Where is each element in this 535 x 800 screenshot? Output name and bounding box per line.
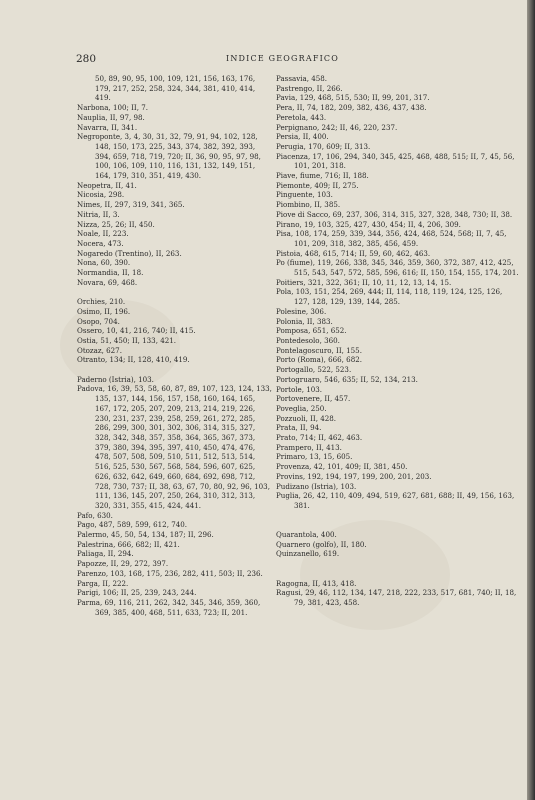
index-entry: Parigi, 106; II, 25, 239, 243, 244. xyxy=(77,588,197,598)
index-entry: Quinzanello, 619. xyxy=(276,549,340,559)
index-entry: Pinguente, 103. xyxy=(276,190,333,200)
index-entry: Nizza, 25, 26; II, 450. xyxy=(77,219,155,229)
index-entry: Piacenza, 17, 106, 294, 340, 345, 425, 468, 488, 515; II, 7, 45, 56, 101, 201, 318. xyxy=(276,151,515,171)
index-entry: Pontedesolo, 360. xyxy=(276,335,340,345)
index-entry: Nogaredo (Trentino), II, 263. xyxy=(77,248,182,258)
index-entry: Parma, 69, 116, 211, 262, 342, 345, 346, 359, 360, 369, 385, 400, 468, 511, 633, 723; II, 201. xyxy=(77,597,261,617)
index-entry: Piombino, II, 385. xyxy=(276,200,341,210)
index-entry: Po (fiume), 119, 266, 338, 345, 346, 359, 360, 372, 387, 412, 425, 515, 543, 547, 572, 585, 596, 616; II, 150, 154, 155, 174, 201. xyxy=(276,258,519,278)
index-entry: Prampero, II, 413. xyxy=(276,442,342,452)
index-entry: Ostia, 51, 450; II, 133, 421. xyxy=(77,335,176,345)
index-entry: Poitiers, 321, 322, 361; II, 10, 11, 12, 13, 14, 15. xyxy=(276,277,452,287)
index-entry: Negroponte, 3, 4, 30, 31, 32, 79, 91, 94, 102, 128, 148, 150, 173, 225, 343, 374, 382, 392, 393, 394, 659, 718, 719, 720; II, 36, 90, 95, 97, 98, 100, 106, 109, 110, 116, 131, 132, 149, 151, 164, 179, 310, 351, 419, 430. xyxy=(77,132,261,181)
index-entry: Pola, 103, 151, 254, 269, 444; II, 114, 118, 119, 124, 125, 126, 127, 128, 129, 139, 144, 285. xyxy=(276,287,503,307)
index-entry: Nimes, II, 297, 319, 341, 365. xyxy=(77,200,185,210)
index-entry: Ragogna, II, 413, 418. xyxy=(276,578,357,588)
page-number: 280 xyxy=(76,53,97,65)
running-title: INDICE GEOGRAFICO xyxy=(226,54,340,63)
index-entry: Primaro, 13, 15, 605. xyxy=(276,452,353,462)
index-entry: Pirano, 19, 103, 325, 427, 430, 454; II, 4, 206, 309. xyxy=(276,219,461,229)
section-gap xyxy=(276,511,520,521)
index-entry: Pozzuoli, II, 428. xyxy=(276,413,337,423)
index-entry: Nitria, II, 3. xyxy=(77,209,120,219)
index-entry: Perpignano, 242; II, 46, 220, 237. xyxy=(276,122,398,132)
index-entry: Portogallo, 522, 523. xyxy=(276,365,352,375)
index-entry: Peretola, 443. xyxy=(276,112,327,122)
index-entry: Otranto, 134; II, 128, 410, 419. xyxy=(77,355,190,365)
index-entry: Piave, fiume, 716; II, 188. xyxy=(276,171,369,181)
index-entry: Portole, 103. xyxy=(276,384,323,394)
index-entry: Quarantola, 400. xyxy=(276,530,337,540)
index-entry: Papozze, II, 29, 272, 397. xyxy=(77,559,169,569)
index-entry: Nocera, 473. xyxy=(77,238,124,248)
index-entry: Pavia, 129, 468, 515, 530; II, 99, 201, 317. xyxy=(276,93,430,103)
index-entry: Pistoia, 468, 615, 714; II, 59, 60, 462, 463. xyxy=(276,248,431,258)
index-entry: Narbona, 100; II, 7. xyxy=(77,103,149,113)
index-entry: Provins, 192, 194, 197, 199, 200, 201, 203. xyxy=(276,471,432,481)
section-gap xyxy=(276,520,520,530)
index-entry: Osimo, II, 196. xyxy=(77,306,131,316)
index-entry: Navarra, II, 341. xyxy=(77,122,138,132)
index-entry: Nicosia, 298. xyxy=(77,190,125,200)
index-entry: Piove di Sacco, 69, 237, 306, 314, 315, 327, 328, 348, 730; II, 38. xyxy=(276,209,513,219)
index-entry: Paderno (Istria), 103. xyxy=(77,374,154,384)
index-entry: Pisa, 108, 174, 259, 339, 344, 356, 424, 468, 524, 568; II, 7, 45, 101, 209, 318, 382, 385, 456, 459. xyxy=(276,229,507,248)
index-entry: Parenzo, 103, 168, 175, 236, 282, 411, 503; II, 236. xyxy=(77,568,263,578)
index-entry: Osopo, 704. xyxy=(77,316,120,326)
index-column-left xyxy=(77,74,272,617)
index-entry: Orchies, 210. xyxy=(77,297,126,307)
index-entry: Passavia, 458. xyxy=(276,74,328,83)
index-entry: Poveglia, 250. xyxy=(276,403,327,413)
index-entry: Persia, II, 400. xyxy=(276,132,329,142)
index-entry: Ragusi, 29, 46, 112, 134, 147, 218, 222, 233, 517, 681, 740; II, 18, 79, 381, 423, 458. xyxy=(276,588,517,607)
page-header xyxy=(76,53,516,67)
index-entry: Quarnero (golfo), II, 180. xyxy=(276,539,367,549)
index-entry: Nauplia, II, 97, 98. xyxy=(77,112,145,122)
index-entry: Perugia, 170, 609; II, 313. xyxy=(276,141,371,151)
index-entry: Ossero, 10, 41, 216, 740; II, 415. xyxy=(77,326,196,336)
index-entry: Prata, II, 94. xyxy=(276,423,322,433)
section-gap xyxy=(77,365,272,375)
index-entry: Piemonte, 409; II, 275. xyxy=(276,180,359,190)
index-entry: Pontelagoscuro, II, 155. xyxy=(276,345,362,355)
index-entry: Provenza, 42, 101, 409; II, 381, 450. xyxy=(276,462,408,472)
index-entry: Padova, 16, 39, 53, 58, 60, 87, 89, 107, 123, 124, 133, 135, 137, 144, 156, 157, 158, 160, 164, 165, 167, 172, 205, 207, 209, 213, 214, 219, 226, 230, 231, 237, 239, 258, 259, 261, 272, 285, 286, 299, 300, 301, 302, 306, 314, 315, 327, 328, 342, 348, 357, 358, 364, 365, 367, 373, 379, 380, 394, 395, 397, 410, 450, 474, 476, 478, 507, 508, 509, 510, 511, 512, 513, 514, 516, 525, 530, 567, 568, 584, 596, 607, 625, 626, 632, 642, 649, 660, 684, 692, 698, 712, 728, 730, 737; II, 38, 63, 67, 70, 80, 92, 96, 103, 111, 136, 145, 207, 250, 264, 310, 312, 313, 320, 331, 355, 415, 424, 441. xyxy=(77,384,272,510)
index-entry: Puglia, 26, 42, 110, 409, 494, 519, 627, 681, 688; II, 49, 156, 163, 381. xyxy=(276,491,515,510)
index-entry: Neopetra, II, 41. xyxy=(77,180,137,190)
index-entry: Pago, 487, 589, 599, 612, 740. xyxy=(77,520,187,530)
index-entry: Prato, 714; II, 462, 463. xyxy=(276,433,363,443)
index-entry: Portovenere, II, 457. xyxy=(276,394,351,404)
section-gap xyxy=(276,559,520,569)
index-entry: Novara, 69, 468. xyxy=(77,277,138,287)
index-entry: Normandia, II, 18. xyxy=(77,268,144,278)
index-entry: Polesine, 306. xyxy=(276,306,327,316)
index-entry: Otozaz, 627. xyxy=(77,345,122,355)
index-entry: Pastrengo, II, 266. xyxy=(276,83,343,93)
section-gap xyxy=(77,287,272,297)
index-entry: 50, 89, 90, 95, 100, 109, 121, 156, 163, 176, 179, 217, 252, 258, 324, 344, 381, 410, 414, 419. xyxy=(95,74,256,103)
index-entry: Palermo, 45, 50, 54, 134, 187; II, 296. xyxy=(77,530,214,540)
index-entry: Pudizano (Istria), 103. xyxy=(276,481,357,491)
index-entry: Pafo, 630. xyxy=(77,510,113,520)
index-entry: Polonia, II, 383. xyxy=(276,316,333,326)
section-gap xyxy=(276,569,520,579)
index-entry: Paliaga, II, 294. xyxy=(77,549,134,559)
index-entry: Nona, 60, 390. xyxy=(77,258,131,268)
index-entry: Pomposa, 651, 652. xyxy=(276,326,347,336)
index-entry: Palestrina, 666, 682; II, 421. xyxy=(77,539,180,549)
index-entry: Noale, II, 223. xyxy=(77,229,129,239)
page-edge xyxy=(527,0,535,800)
index-column-right xyxy=(276,74,520,608)
index-entry: Pera, II, 74, 182, 209, 382, 436, 437, 438. xyxy=(276,103,427,113)
index-entry: Portogruaro, 546, 635; II, 52, 134, 213. xyxy=(276,374,418,384)
index-entry: Porto (Roma), 666, 682. xyxy=(276,355,362,365)
index-entry: Parga, II, 222. xyxy=(77,578,129,588)
